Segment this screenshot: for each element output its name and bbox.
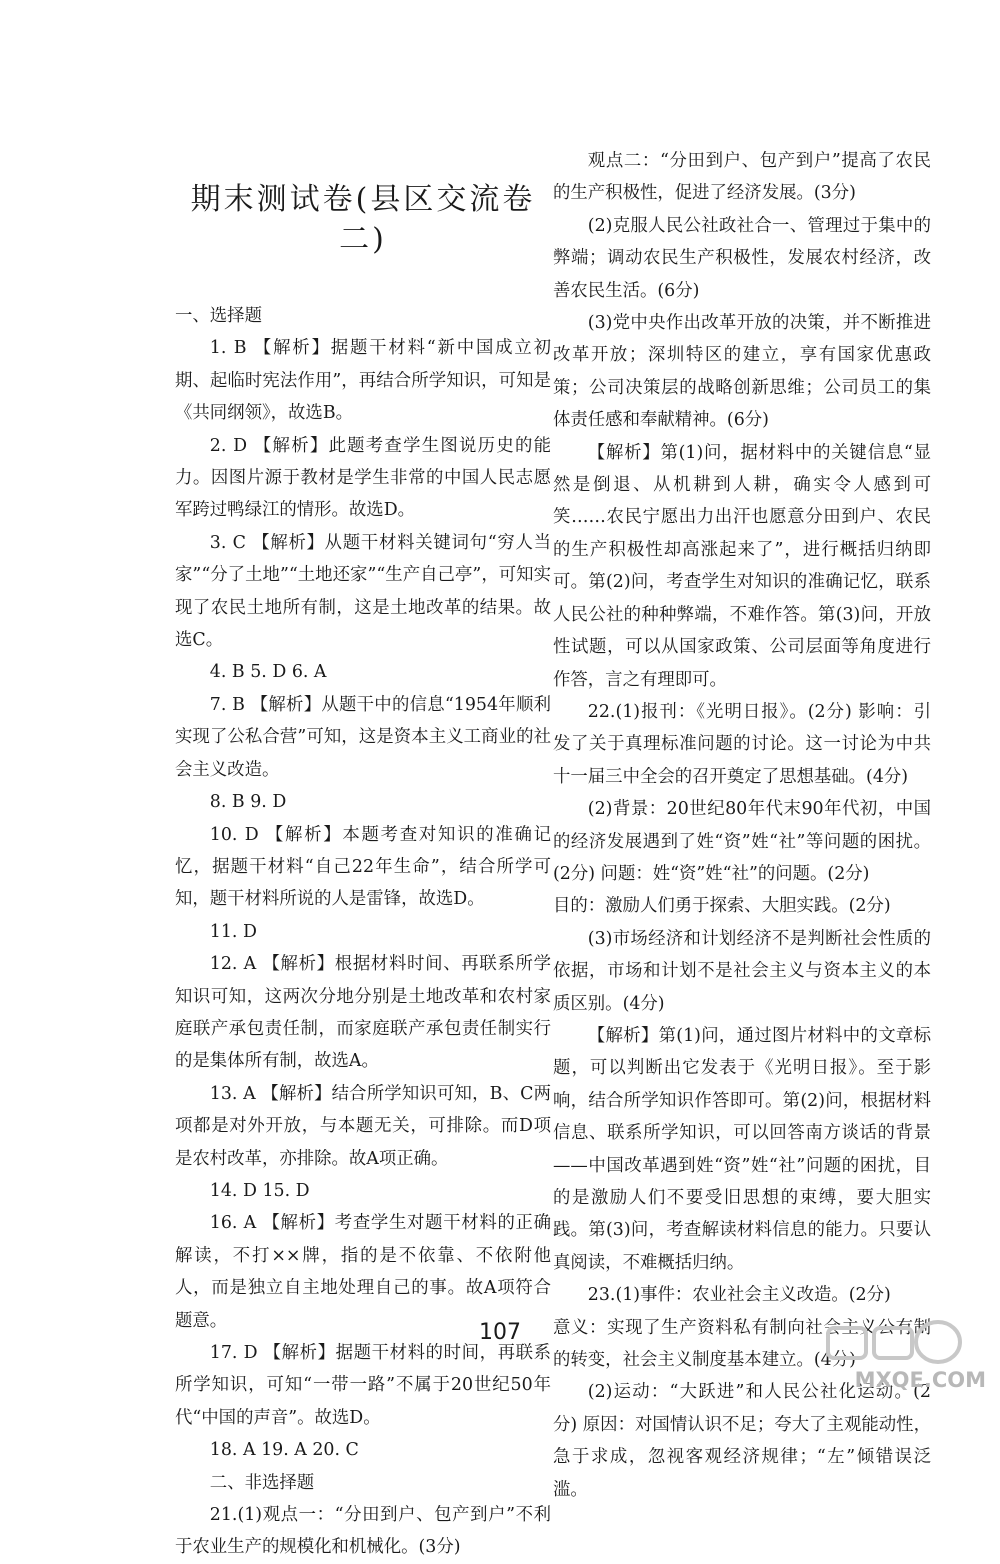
answer-23-part2: (2)运动：“大跃进”和人民公社化运动。(2分) 原因：对国情认识不足；夸大了主观能动性，急于求成，忽视客观经济规律；“左”倾错误泛滥。 — [553, 1382, 931, 1500]
answer-21-view2: 观点二：“分田到户、包产到户”提高了农民的生产积极性，促进了经济发展。(3分) — [553, 151, 931, 204]
section-heading-choice: 一、选择题 — [175, 306, 262, 326]
answer-23-part1: 23.(1)事件：农业社会主义改造。(2分) — [587, 1285, 891, 1306]
page-title: 期末测试卷(县区交流卷二) — [190, 182, 536, 257]
answer-22-part1: 22.(1)报刊：《光明日报》。(2分) 影响：引发了关于真理标准问题的讨论。这一讨论为中共十一届三中全会的召开奠定了思想基础。(4分) — [553, 701, 931, 787]
answer-18-20: 18. A 19. A 20. C — [209, 1440, 359, 1461]
answer-7: 7. B 【解析】从题干中的信息“1954年顺利实现了公私合营”可知，这是资本主义工商业的社会主义改造。 — [175, 694, 551, 780]
answer-2: 2. D 【解析】此题考查学生图说历史的能力。因图片源于教材是学生非常的中国人民志愿军跨过鸭绿江的情形。故选D。 — [175, 435, 551, 521]
answer-12: 12. A 【解析】根据材料时间、再联系所学知识可知，这两次分地分别是土地改革和农村家庭联产承包责任制，而家庭联产承包责任制实行的是集体所有制，故选A。 — [175, 954, 551, 1072]
answer-14-15: 14. D 15. D — [209, 1180, 310, 1201]
answer-17: 17. D 【解析】据题干材料的时间，再联系所学知识，可知“一带一路”不属于20世纪50年代“中国的声音”。故选D。 — [175, 1343, 551, 1428]
watermark-logo-icon — [820, 1318, 970, 1366]
answer-10: 10. D 【解析】本题考查对知识的准确记忆，据题干材料“自己22年生命”，结合所学可知，题干材料所说的人是雷锋，故选D。 — [175, 824, 551, 910]
answer-23-significance: 意义：实现了生产资料私有制向社会主义公有制的转变，社会主义制度基本建立。(4分) — [553, 1317, 931, 1371]
watermark-url: MXQE.COM — [854, 1368, 986, 1392]
section-heading-nonchoice: 二、非选择题 — [209, 1472, 315, 1493]
right-column — [553, 0, 931, 1506]
answer-4-6: 4. B 5. D 6. A — [209, 662, 327, 683]
page-number: 107 — [479, 1320, 521, 1345]
answer-11: 11. D — [209, 921, 257, 942]
answer-3: 3. C 【解析】从题干材料关键词句“穷人当家”“分了土地”“土地还家”“生产自己亭”，可知实现了农民土地所有制，这是土地改革的结果。故选C。 — [175, 532, 551, 651]
answer-21-analysis: 【解析】第(1)问，据材料中的关键信息“显然是倒退、从机耕到人耕，确实令人感到可笑……农民宁愿出力出汗也愿意分田到户、农民的生产积极性却高涨起来了”，进行概括归纳即可。第(2)问，考查学生对知识的准确记忆，联系人民公社的种种弊端，不难作答。第(3)问，开放性试题，可以从国家政策、公司层面等角度进行作答，言之有理即可。 — [553, 442, 931, 690]
answer-16: 16. A 【解析】考查学生对题干材料的正确解读，不打××牌，指的是不依靠、不依附他人，而是独立自主地处理自己的事。故A项符合题意。 — [175, 1213, 551, 1331]
answer-1: 1. B 【解析】据题干材料“新中国成立初期、起临时宪法作用”，再结合所学知识，可知是《共同纲领》，故选B。 — [175, 338, 551, 424]
answer-22-purpose: 目的：激励人们勇于探索、大胆实践。(2分) — [553, 896, 891, 917]
answer-21-part1: 21.(1)观点一：“分田到户、包产到户”不利于农业生产的规模化和机械化。(3分) — [175, 1505, 551, 1558]
answer-22-part3: (3)市场经济和计划经济不是判断社会性质的依据，市场和计划不是社会主义与资本主义的本质区别。(4分) — [553, 928, 931, 1014]
answer-8-9: 8. B 9. D — [209, 792, 287, 813]
answer-21-part3: (3)党中央作出改革开放的决策，并不断推进改革开放；深圳特区的建立，享有国家优惠政策；公司决策层的战略创新思维；公司员工的集体责任感和奉献精神。(6分) — [553, 313, 931, 431]
answer-22-part2: (2)背景：20世纪80年代末90年代初，中国的经济发展遇到了姓“资”姓“社”等问题的困扰。(2分) 问题：姓“资”姓“社”的问题。(2分) — [553, 799, 931, 884]
answer-21-part2: (2)克服人民公社政社合一、管理过于集中的弊端；调动农民生产积极性，发展农村经济，改善农民生活。(6分) — [553, 215, 931, 301]
answer-22-analysis: 【解析】第(1)问，通过图片材料中的文章标题，可以判断出它发表于《光明日报》。至于影响，结合所学知识作答即可。第(2)问，根据材料信息、联系所学知识，可以回答南方谈话的背景——中国改革遇到姓“资”姓“社”问题的困扰，目的是激励人们不要受旧思想的束缚，要大胆实践。第(3)问，考查解读材料信息的能力。只要认真阅读，不难概括归纳。 — [553, 1025, 931, 1273]
answer-13: 13. A 【解析】结合所学知识可知，B、C两项都是对外开放，与本题无关，可排除。而D项是农村改革，亦排除。故A项正确。 — [175, 1083, 551, 1169]
